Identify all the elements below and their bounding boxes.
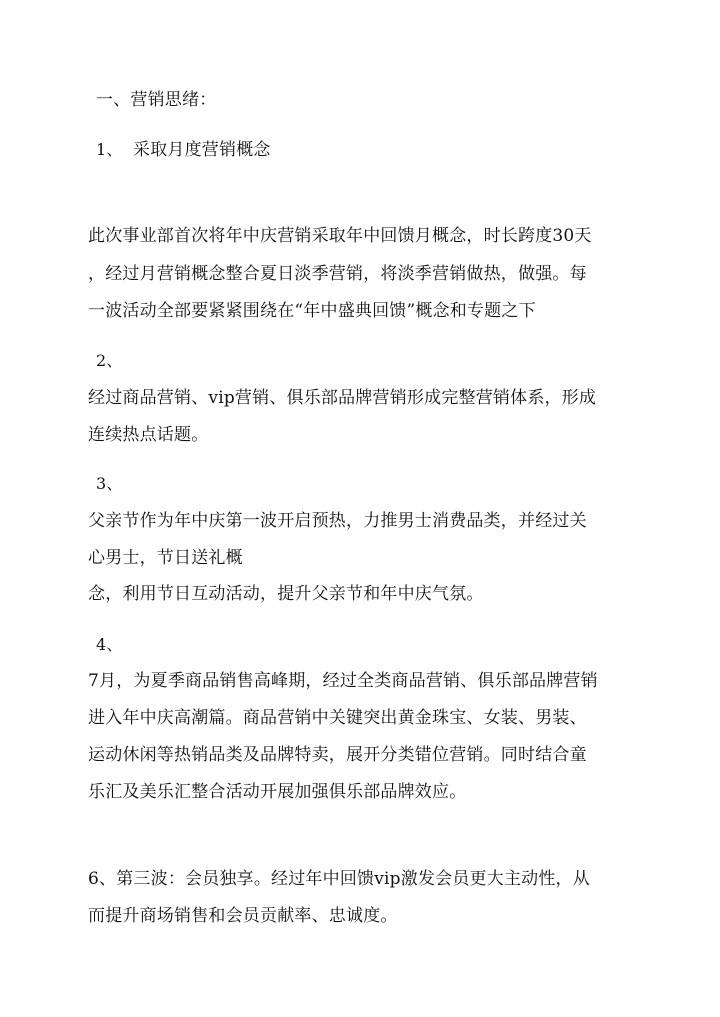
item-2-body-line-1: 经过商品营销、vip营销、俱乐部品牌营销形成完整营销体系，形成 (88, 388, 597, 408)
item-4-number: 4、 (96, 635, 123, 654)
item-3-number: 3、 (96, 474, 123, 493)
item-1-body-line-3: 一波活动全部要紧紧围绕在“年中盛典回馈”概念和专题之下 (88, 301, 536, 321)
section-heading: 一、营销思绪： (96, 90, 217, 110)
item-3-body-line-2: 心男士，节日送礼概 (88, 548, 243, 568)
item-4-body-line-1: 7月，为夏季商品销售高峰期，经过全类商品营销、俱乐部品牌营销 (88, 671, 598, 691)
item-6-body-line-2: 而提升商场销售和会员贡献率、忠诚度。 (88, 906, 398, 926)
item-6-body-line-1: 6、第三波：会员独享。经过年中回馈vip激发会员更大主动性，从 (88, 869, 590, 889)
item-4-body-line-2: 进入年中庆高潮篇。商品营销中关键突出黄金珠宝、女装、男装、 (88, 708, 587, 728)
item-1-body-line-2: ，经过月营销概念整合夏日淡季营销，将淡季营销做热，做强。每 (88, 264, 587, 284)
item-4-body-line-3: 运动休闲等热销品类及品牌特卖，展开分类错位营销。同时结合童 (88, 745, 587, 765)
item-3-body-line-3: 念，利用节日互动活动，提升父亲节和年中庆气氛。 (88, 584, 484, 604)
item-3-body-line-1: 父亲节作为年中庆第一波开启预热，力推男士消费品类，并经过关 (88, 511, 587, 531)
item-1-body-line-1: 此次事业部首次将年中庆营销采取年中回馈月概念，时长跨度30天 (88, 226, 592, 246)
item-2-body-line-2: 连续热点话题。 (88, 425, 209, 445)
item-1-number: 1、 (96, 140, 123, 159)
item-1-title: 采取月度营销概念 (133, 140, 271, 160)
item-2-number: 2、 (96, 351, 123, 370)
item-4-body-line-4: 乐汇及美乐汇整合活动开展加强俱乐部品牌效应。 (88, 782, 467, 802)
